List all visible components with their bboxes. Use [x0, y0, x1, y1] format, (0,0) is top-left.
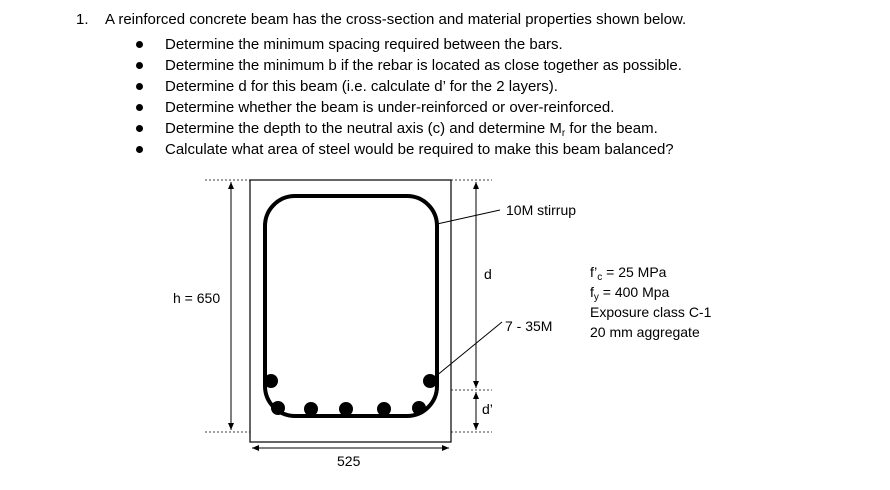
stirrup-leader: [437, 210, 500, 224]
rebar-bar: [264, 374, 278, 388]
task-text-subscript: r: [561, 128, 566, 139]
rebar-bar: [304, 402, 318, 416]
fy-symbol: f: [590, 284, 594, 300]
bars-leader: [430, 322, 502, 381]
task-text: Determine the minimum b if the rebar is located as close together as possible.: [165, 57, 682, 74]
task-text-main: Determine the depth to the neutral axis (c) and determine M: [165, 120, 562, 137]
fy-property: [590, 282, 711, 302]
task-text: Determine d for this beam (i.e. calculate d’ for the 2 layers).: [165, 78, 558, 95]
material-properties: [590, 262, 711, 342]
fy-subscript: y: [593, 292, 599, 303]
rebar-bar: [412, 401, 426, 415]
exposure-class: Exposure class C-1: [590, 304, 712, 320]
task-text: Calculate what area of steel would be required to make this beam balanced?: [165, 141, 674, 158]
fc-value: = 25 MPa: [602, 264, 667, 280]
question-text: A reinforced concrete beam has the cross-section and material properties shown below.: [105, 11, 687, 28]
aggregate-size: 20 mm aggregate: [590, 324, 700, 340]
rebar-bar: [271, 401, 285, 415]
d-prime-label: d’: [482, 401, 493, 417]
height-label: h = 650: [173, 290, 221, 306]
rebar-bar: [339, 402, 353, 416]
fc-property: [590, 262, 711, 282]
rebar-bars: [264, 374, 437, 416]
fy-value: = 400 Mpa: [598, 284, 670, 300]
rebar-bar: [377, 402, 391, 416]
question-number: 1.: [76, 11, 89, 28]
task-text: Determine whether the beam is under-reinforced or over-reinforced.: [165, 99, 615, 116]
task-text-end: for the beam.: [565, 120, 658, 137]
fc-symbol: f’: [590, 264, 598, 280]
task-text: Determine the minimum spacing required between the bars.: [165, 36, 563, 53]
width-label: 525: [337, 453, 361, 469]
stirrup-label: 10M stirrup: [506, 202, 577, 218]
fc-subscript: c: [597, 272, 603, 283]
stirrup: [265, 196, 437, 416]
d-label: d: [484, 266, 492, 282]
bars-label: 7 - 35M: [505, 318, 553, 334]
